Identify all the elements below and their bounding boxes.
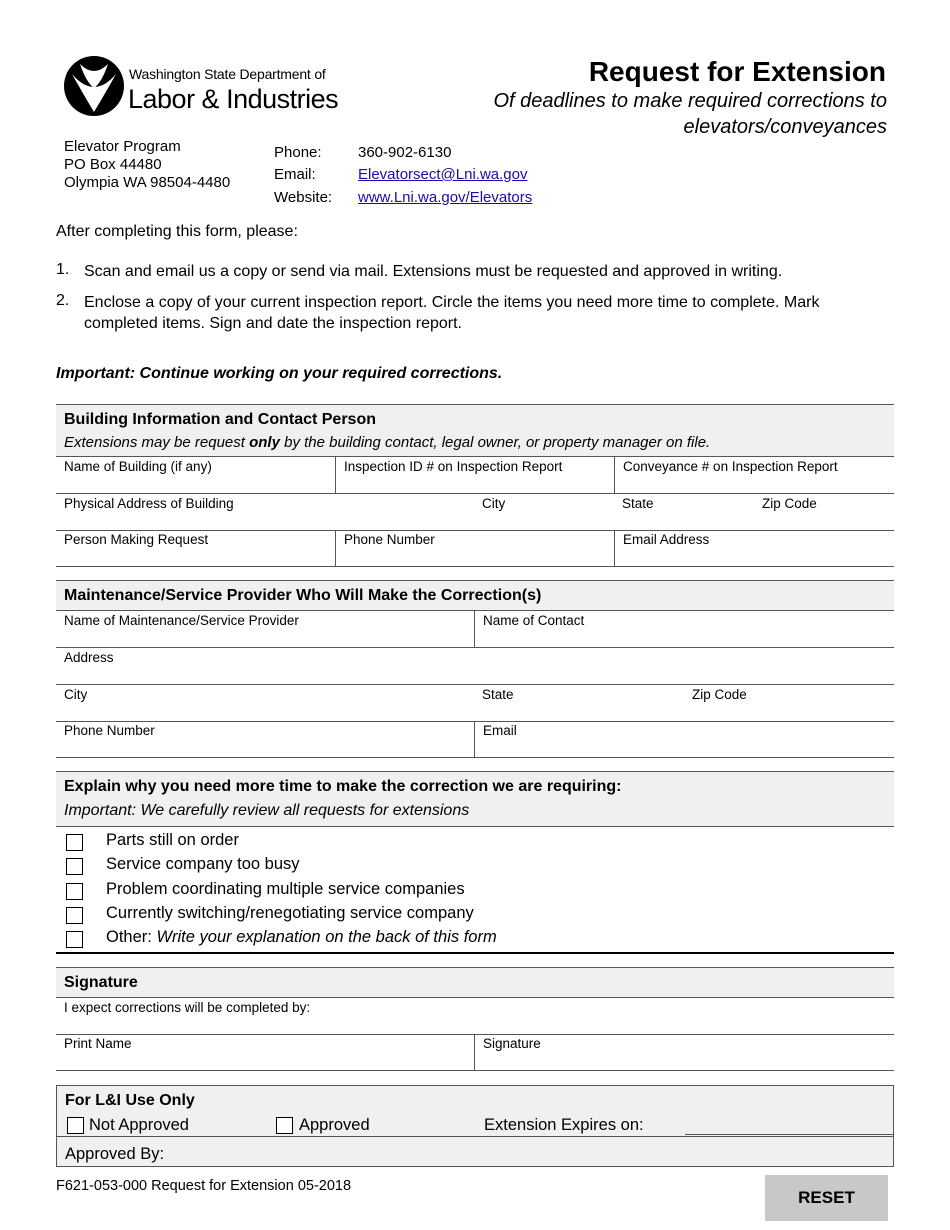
- instruction-number-1: 1.: [56, 261, 70, 278]
- instruction-text-2: Enclose a copy of your current inspection report. Circle the items you need more time to complete. Mark completed items. Sign and date the inspection report.: [84, 294, 820, 332]
- website-link[interactable]: www.Lni.wa.gov/Elevators: [358, 189, 533, 206]
- logo-line2: Labor & Industries: [128, 84, 339, 114]
- signature-section-title: Signature: [64, 974, 138, 991]
- signature-label: Signature: [483, 1036, 541, 1051]
- building-email-label: Email Address: [623, 532, 710, 547]
- not-approved-checkbox[interactable]: [67, 1117, 84, 1134]
- expires-input[interactable]: [685, 1134, 893, 1135]
- building-city-field[interactable]: [474, 494, 614, 530]
- approved-checkbox[interactable]: [276, 1117, 293, 1134]
- building-state-field[interactable]: [614, 494, 754, 530]
- reason-label-4: Currently switching/renegotiating service company: [106, 904, 474, 922]
- person-field[interactable]: [56, 530, 335, 566]
- provider-state-field[interactable]: [474, 685, 683, 721]
- important-note: Important: Continue working on your required corrections.: [56, 365, 503, 382]
- provider-section: [56, 580, 894, 757]
- approved-by-label: Approved By:: [65, 1145, 165, 1163]
- building-phone-field[interactable]: [335, 530, 615, 566]
- note-post: by the building contact, legal owner, or property manager on file.: [279, 434, 711, 451]
- provider-zip-field[interactable]: [684, 685, 894, 721]
- provider-row-4: [56, 721, 894, 758]
- address-line3: Olympia WA 98504-4480: [64, 174, 231, 191]
- email-label: Email:: [274, 166, 316, 183]
- provider-row-3: [56, 685, 894, 722]
- building-name-field[interactable]: [56, 457, 335, 493]
- email-link[interactable]: Elevatorsect@Lni.wa.gov: [358, 166, 528, 183]
- building-zip-label: Zip Code: [762, 496, 817, 511]
- office-use-title: For L&I Use Only: [65, 1092, 195, 1109]
- phone-label: Phone:: [274, 144, 322, 161]
- building-name-label: Name of Building (if any): [64, 459, 212, 474]
- reasons-section-title: Explain why you need more time to make the correction we are requiring:: [64, 778, 622, 795]
- building-address-label: Physical Address of Building: [64, 496, 234, 511]
- instruction-text-1: Scan and email us a copy or send via mail. Extensions must be requested and approved in writing.: [84, 263, 783, 280]
- completion-date-field[interactable]: [56, 998, 894, 1034]
- building-section-header: [56, 405, 894, 457]
- reason-checkbox-3[interactable]: [66, 883, 83, 900]
- inspection-id-field[interactable]: [335, 457, 615, 493]
- provider-contact-label: Name of Contact: [483, 613, 585, 628]
- reason-checkbox-4[interactable]: [66, 907, 83, 924]
- instruction-number-2: 2.: [56, 292, 70, 309]
- address-line1: Elevator Program: [64, 138, 181, 155]
- building-zip-field[interactable]: [754, 494, 894, 530]
- other-label: Other:: [106, 928, 152, 946]
- page-title: Request for Extension: [588, 56, 886, 87]
- reset-button[interactable]: RESET: [765, 1175, 888, 1221]
- provider-state-label: State: [482, 687, 514, 702]
- instructions-intro: After completing this form, please:: [56, 223, 298, 240]
- signature-field[interactable]: [474, 1034, 895, 1070]
- reason-label-other: [106, 928, 497, 947]
- provider-email-field[interactable]: [474, 721, 895, 757]
- address-line2: PO Box 44480: [64, 156, 162, 173]
- page-subtitle: [427, 88, 887, 140]
- provider-row-2: [56, 648, 894, 685]
- logo-line1: Washington State Department of: [129, 66, 326, 82]
- phone-value: 360-902-6130: [358, 144, 452, 161]
- building-row-2: [56, 494, 894, 531]
- provider-city-field[interactable]: [56, 685, 474, 721]
- website-label: Website:: [274, 189, 333, 206]
- reasons-section-subtitle: Important: We carefully review all requests for extensions: [64, 802, 470, 819]
- signature-section: [56, 967, 894, 1071]
- provider-phone-label: Phone Number: [64, 723, 155, 738]
- reason-checkbox-1[interactable]: [66, 834, 83, 851]
- form-id: F621-053-000 Request for Extension 05-2018: [56, 1178, 352, 1194]
- provider-section-header: [56, 581, 894, 611]
- provider-city-label: City: [64, 687, 88, 702]
- expires-label: Extension Expires on:: [484, 1116, 644, 1134]
- note-bold: only: [249, 434, 280, 451]
- not-approved-label: Not Approved: [89, 1116, 189, 1134]
- signature-section-header: [56, 968, 894, 998]
- print-name-label: Print Name: [64, 1036, 132, 1051]
- provider-name-field[interactable]: [56, 611, 474, 647]
- reasons-section-header: [56, 772, 894, 827]
- subtitle-line2: elevators/conveyances: [683, 116, 887, 138]
- reason-checkbox-other[interactable]: [66, 931, 83, 948]
- provider-address-label: Address: [64, 650, 114, 665]
- building-section-title: Building Information and Contact Person: [64, 411, 376, 428]
- provider-email-label: Email: [483, 723, 517, 738]
- reason-label-2: Service company too busy: [106, 855, 300, 873]
- reasons-section: [56, 771, 894, 954]
- approved-label: Approved: [299, 1116, 370, 1134]
- provider-name-label: Name of Maintenance/Service Provider: [64, 613, 299, 628]
- other-text: Write your explanation on the back of this form: [151, 928, 497, 946]
- provider-contact-field[interactable]: [474, 611, 895, 647]
- building-email-field[interactable]: [614, 530, 895, 566]
- building-section-note: [64, 434, 710, 451]
- provider-address-field[interactable]: [56, 648, 894, 684]
- mailing-address: [64, 138, 230, 192]
- inspection-id-label: Inspection ID # on Inspection Report: [344, 459, 563, 474]
- print-name-field[interactable]: [56, 1034, 474, 1070]
- provider-section-title: Maintenance/Service Provider Who Will Make the Correction(s): [64, 587, 542, 604]
- provider-zip-label: Zip Code: [692, 687, 747, 702]
- building-city-label: City: [482, 496, 506, 511]
- person-label: Person Making Request: [64, 532, 209, 547]
- note-pre: Extensions may be request: [64, 434, 250, 451]
- reason-label-3: Problem coordinating multiple service companies: [106, 880, 465, 898]
- office-use-box: [56, 1085, 894, 1167]
- signature-row-2: [56, 1034, 894, 1071]
- approved-by-field[interactable]: [207, 1136, 893, 1165]
- reason-checkbox-2[interactable]: [66, 858, 83, 875]
- building-row-1: [56, 457, 894, 494]
- reason-label-1: Parts still on order: [106, 831, 239, 849]
- building-address-field[interactable]: [56, 494, 474, 530]
- completion-date-label: I expect corrections will be completed by:: [64, 1000, 311, 1015]
- provider-phone-field[interactable]: [56, 721, 474, 757]
- building-state-label: State: [622, 496, 654, 511]
- signature-row-1: [56, 998, 894, 1035]
- building-info-section: [56, 404, 894, 567]
- building-phone-label: Phone Number: [344, 532, 435, 547]
- conveyance-label: Conveyance # on Inspection Report: [623, 459, 838, 474]
- provider-row-1: [56, 611, 894, 648]
- subtitle-line1: Of deadlines to make required corrections to: [493, 90, 887, 112]
- building-row-3: [56, 530, 894, 567]
- conveyance-field[interactable]: [614, 457, 895, 493]
